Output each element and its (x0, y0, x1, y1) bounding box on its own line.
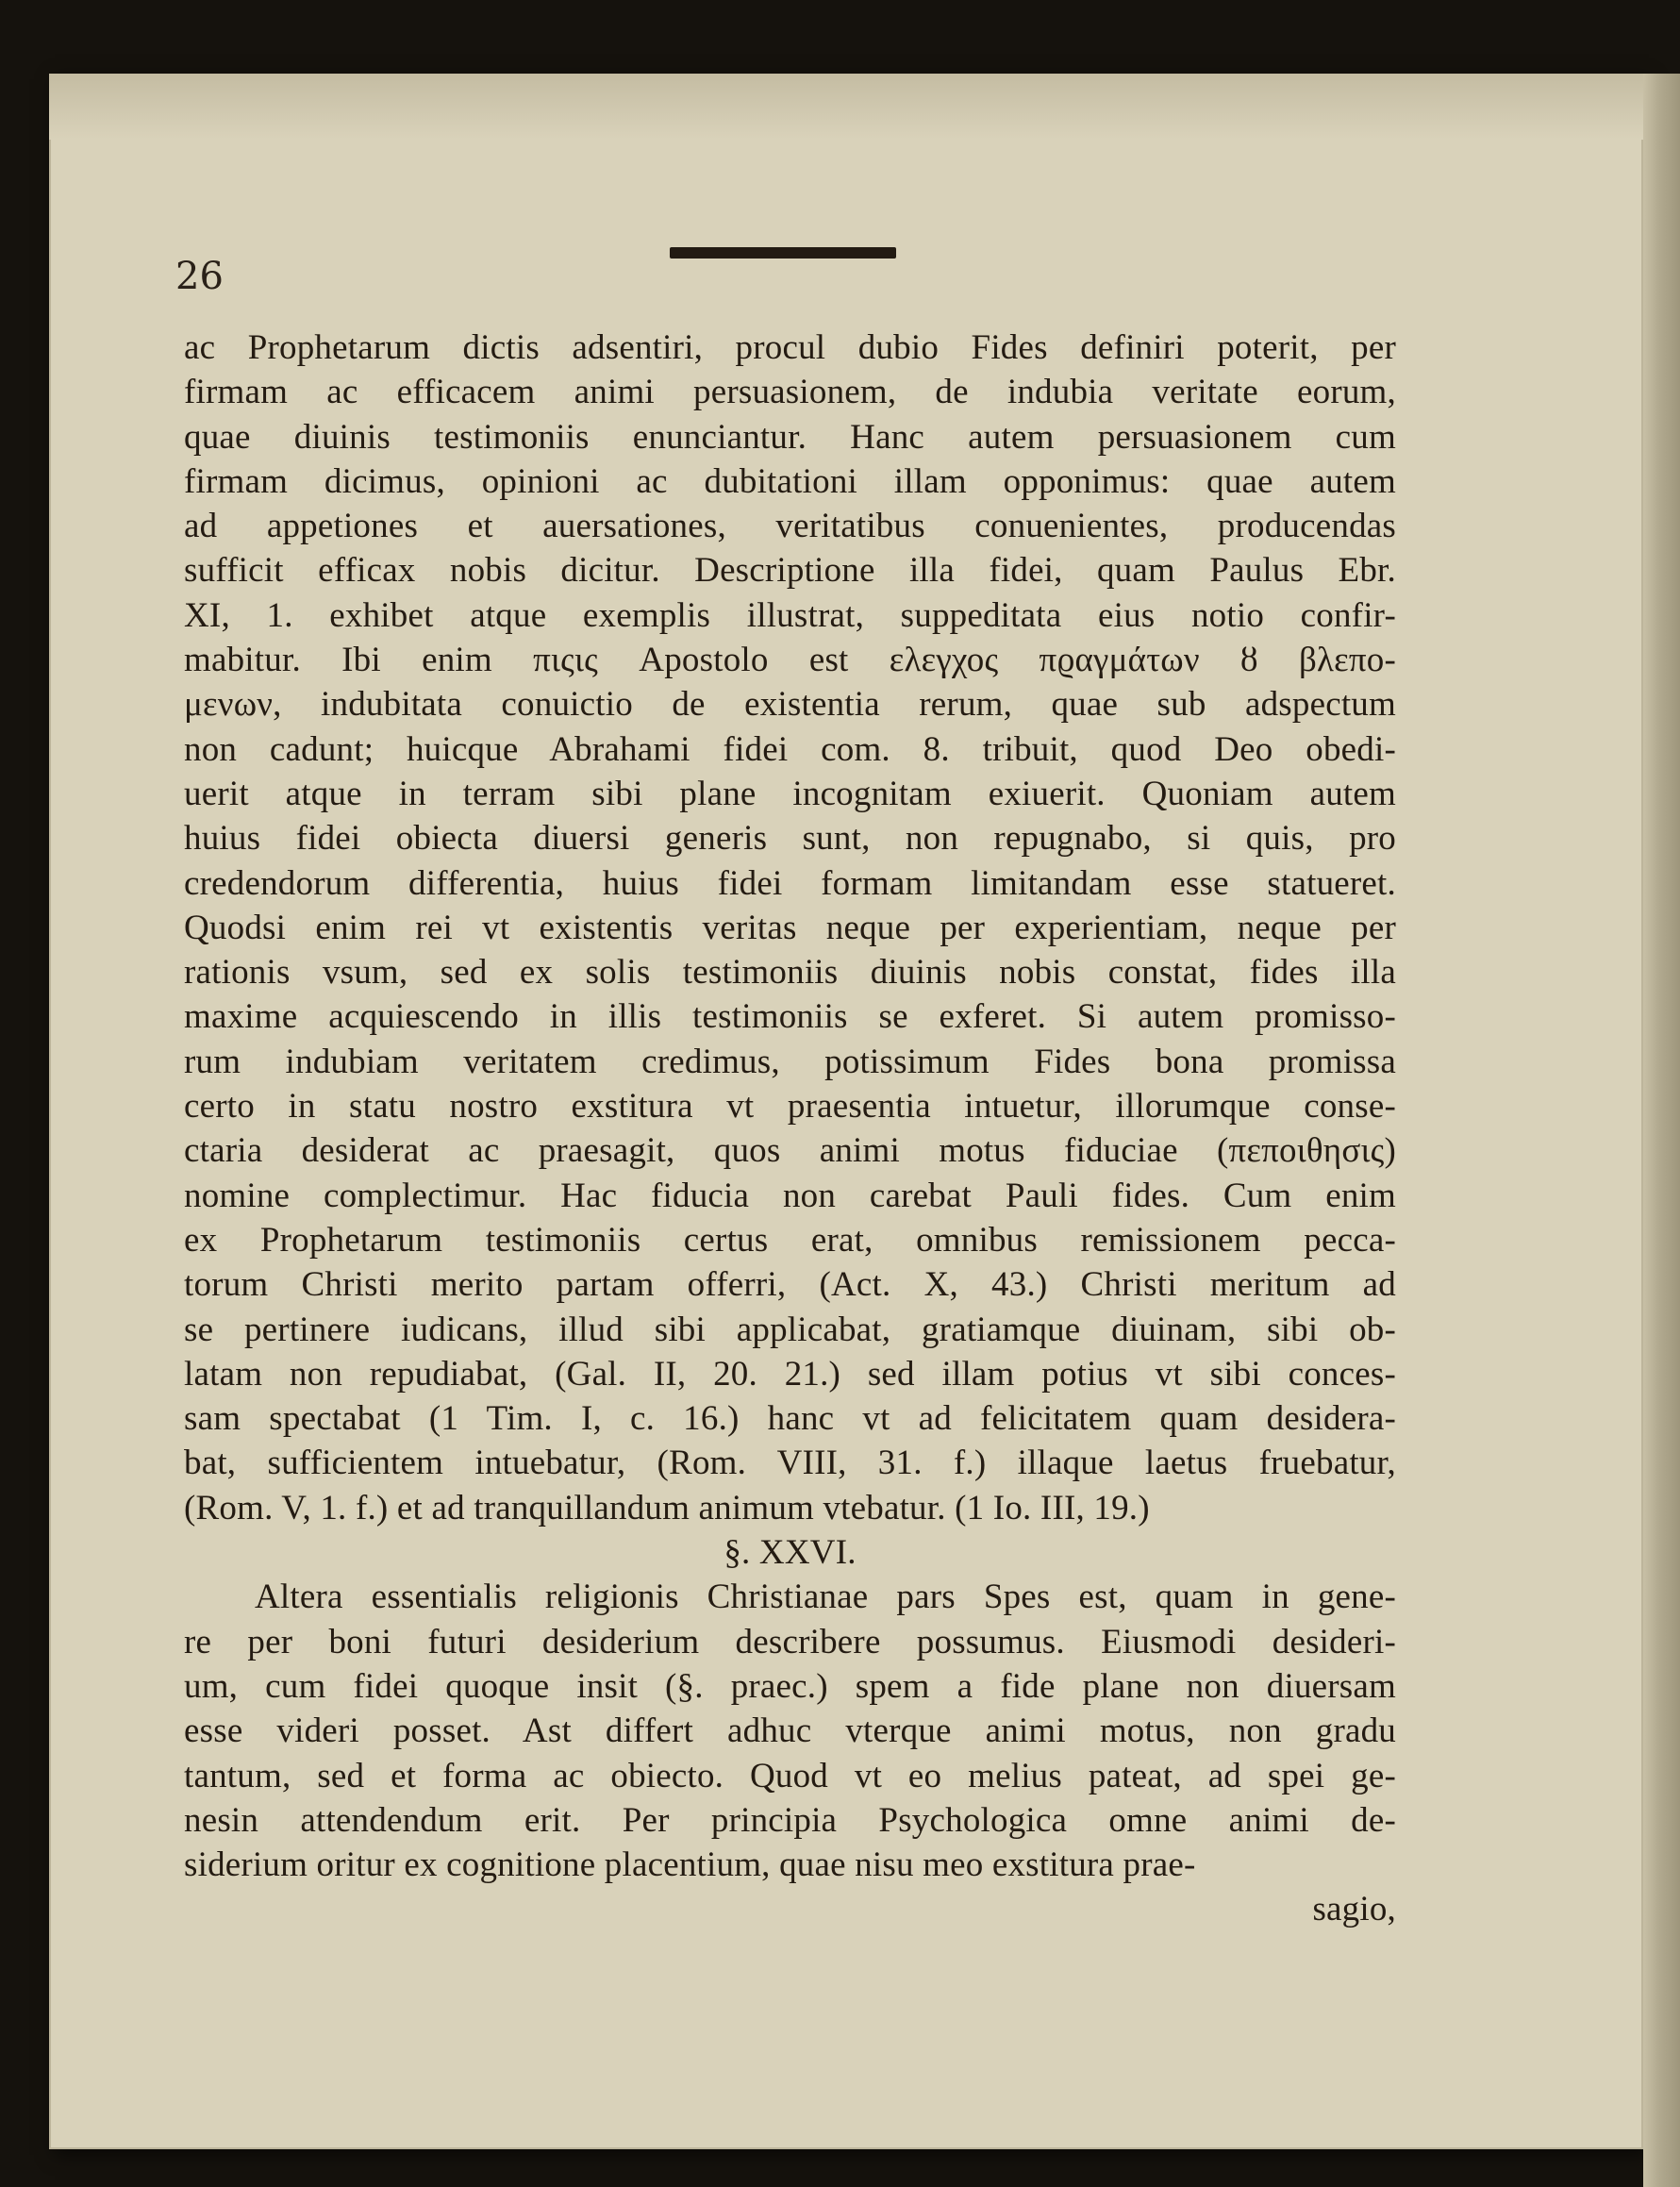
text-line: latam non repudiabat, (Gal. II, 20. 21.) sed illam potius vt sibi conces- (184, 1354, 1396, 1394)
paragraph-2 (184, 1575, 1396, 1887)
text-line: rum indubiam veritatem credimus, potissimum Fides bona promissa (184, 1042, 1396, 1081)
text-line: ex Prophetarum testimoniis certus erat, omnibus remissionem pecca- (184, 1220, 1396, 1260)
text-line: firmam ac efficacem animi persuasionem, de indubia veritate eorum, (184, 373, 1396, 412)
text-line: XI, 1. exhibet atque exemplis illustrat, suppeditata eius notio confir- (184, 595, 1396, 635)
paragraph-1 (184, 326, 1396, 1530)
text-line: mabitur. Ibi enim πιςις Apostolo est ελεγχος πϱαγμάτων ȣ βλεπο- (184, 641, 1396, 680)
page-top-edge (49, 74, 1643, 140)
text-line: nesin attendendum erit. Per principia Psychologica omne animi de- (184, 1800, 1396, 1840)
header-rule (670, 247, 896, 259)
text-line: re per boni futuri desiderium describere possumus. Eiusmodi desideri- (184, 1622, 1396, 1661)
page-number: 26 (175, 255, 224, 298)
text-line: Altera essentialis religionis Christianae pars Spes est, quam in gene- (255, 1578, 1396, 1617)
text-line: ad appetiones et auersationes, veritatibus conuenientes, producendas (184, 507, 1396, 546)
text-line: maxime acquiescendo in illis testimoniis se exferet. Si autem promisso- (184, 997, 1396, 1037)
text-line: sufficit efficax nobis dicitur. Descriptione illa fidei, quam Paulus Ebr. (184, 551, 1396, 591)
text-line: certo in statu nostro exstitura vt praesentia intuetur, illorumque conse- (184, 1087, 1396, 1127)
text-line: esse videri posset. Ast differt adhuc vterque animi motus, non gradu (184, 1711, 1396, 1751)
page-edge-stack (1643, 74, 1680, 2187)
text-line: uerit atque in terram sibi plane incognitam exiuerit. Quoniam autem (184, 774, 1396, 813)
text-line: se pertinere iudicans, illud sibi applicabat, gratiamque diuinam, sibi ob- (184, 1310, 1396, 1349)
text-line: quae diuinis testimoniis enunciantur. Hanc autem persuasionem cum (184, 417, 1396, 457)
text-line: rationis vsum, sed ex solis testimoniis diuinis nobis constat, fides illa (184, 953, 1396, 993)
catchword: sagio, (1312, 1890, 1396, 1929)
text-line: credendorum differentia, huius fidei formam limitandam esse statueret. (184, 863, 1396, 903)
section-heading: §. XXVI. (724, 1533, 857, 1573)
text-line: ac Prophetarum dictis adsentiri, procul dubio Fides definiri poterit, per (184, 328, 1396, 367)
body-text (184, 326, 1396, 1932)
text-line: Quodsi enim rei vt existentis veritas neque per experientiam, neque per (184, 908, 1396, 947)
text-line: torum Christi merito partam offerri, (Act. X, 43.) Christi meritum ad (184, 1265, 1396, 1305)
text-line: (Rom. V, 1. f.) et ad tranquillandum animum vtebatur. (1 Io. III, 19.) (184, 1488, 1150, 1528)
text-line: huius fidei obiecta diuersi generis sunt, non repugnabo, si quis, pro (184, 819, 1396, 859)
text-line: sam spectabat (1 Tim. I, c. 16.) hanc vt ad felicitatem quam desidera- (184, 1399, 1396, 1439)
text-line: tantum, sed et forma ac obiecto. Quod vt eo melius pateat, ad spei ge- (184, 1756, 1396, 1795)
text-line: bat, sufficientem intuebatur, (Rom. VIII, 31. f.) illaque laetus fruebatur, (184, 1444, 1396, 1483)
text-line: non cadunt; huicque Abrahami fidei com. 8. tribuit, quod Deo obedi- (184, 729, 1396, 769)
text-line: ctaria desiderat ac praesagit, quos animi motus fiduciae (πεποιθησις) (184, 1131, 1396, 1171)
text-line: μενων, indubitata conuictio de existentia rerum, quae sub adspectum (184, 685, 1396, 725)
text-line: nomine complectimur. Hac fiducia non carebat Pauli fides. Cum enim (184, 1176, 1396, 1215)
text-line: siderium oritur ex cognitione placentium, quae nisu meo exstitura prae- (184, 1845, 1196, 1885)
text-line: firmam dicimus, opinioni ac dubitationi illam opponimus: quae autem (184, 461, 1396, 501)
text-line: um, cum fidei quoque insit (§. praec.) spem a fide plane non diuersam (184, 1666, 1396, 1706)
